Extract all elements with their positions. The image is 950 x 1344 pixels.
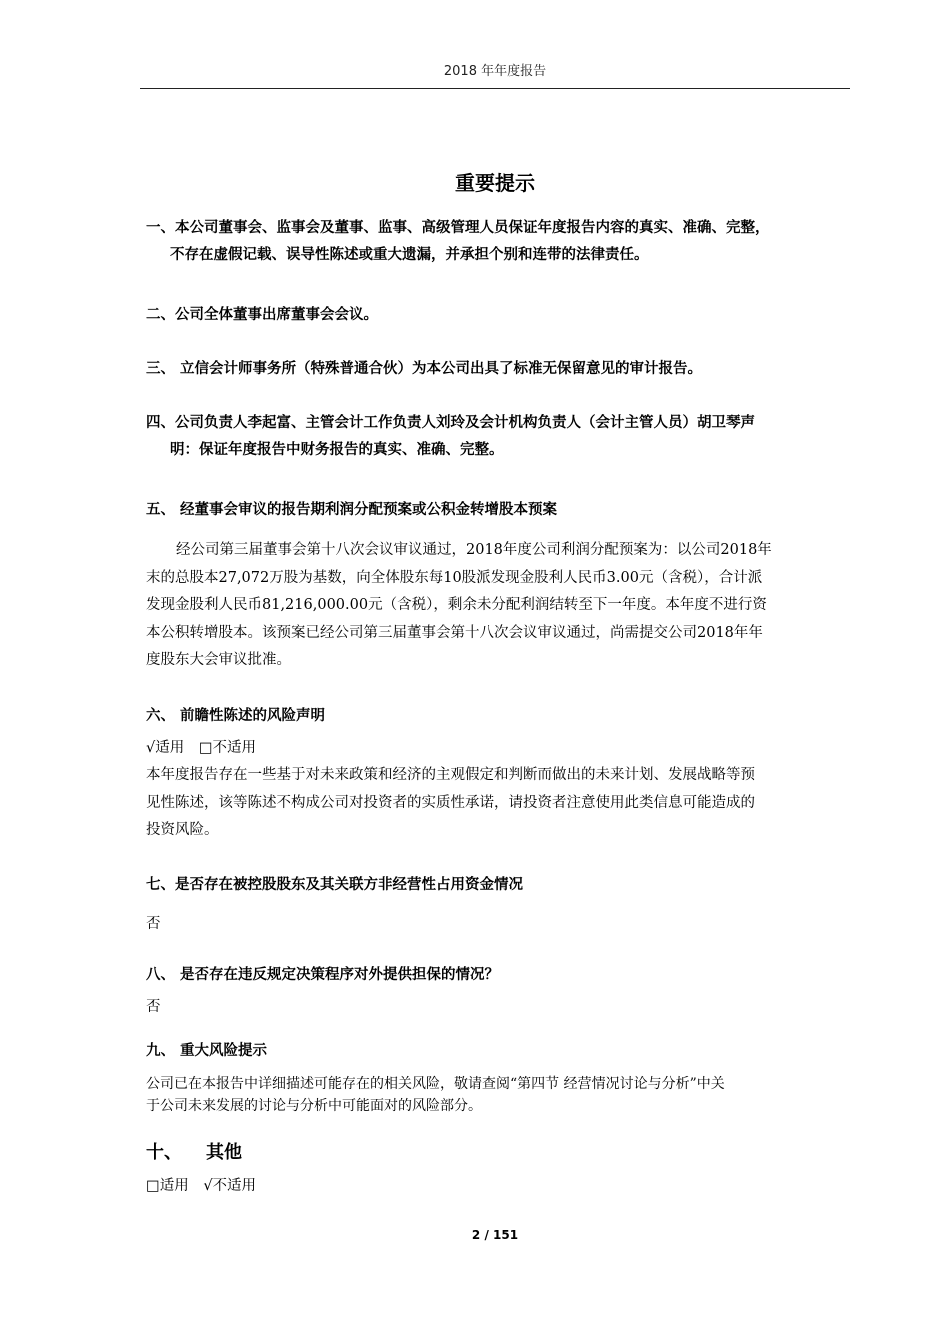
- applicable-unchecked-option: □适用: [146, 1178, 189, 1194]
- section-7-heading: 七、是否存在被控股股东及其关联方非经营性占用资金情况: [146, 877, 523, 893]
- section-10-title: 其他: [206, 1142, 242, 1163]
- section-6-body-line: 见性陈述，该等陈述不构成公司对投资者的实质性承诺，请投资者注意使用此类信息可能造成的: [146, 794, 755, 811]
- section-4-line-1: 四、公司负责人李起富、主管会计工作负责人刘玲及会计机构负责人（会计主管人员）胡卫琴声: [146, 415, 755, 431]
- section-3: 三、 立信会计师事务所（特殊普通合伙）为本公司出具了标准无保留意见的审计报告。: [146, 361, 703, 377]
- section-9-body-line: 公司已在本报告中详细描述可能存在的相关风险，敬请查阅“第四节 经营情况讨论与分析”中关: [146, 1076, 725, 1092]
- section-10-heading: [146, 1138, 242, 1164]
- section-4-line-2: 明：保证年度报告中财务报告的真实、准确、完整。: [170, 442, 504, 458]
- header-divider: [140, 88, 850, 89]
- section-10-options: [146, 1175, 266, 1197]
- not-applicable-checked-option: √不适用: [203, 1178, 257, 1194]
- section-1: [146, 215, 852, 269]
- section-6-heading: 六、 前瞻性陈述的风险声明: [146, 708, 326, 724]
- section-5-body-line: 本公积转增股本。该预案已经公司第三届董事会第十八次会议审议通过，尚需提交公司2018年年: [146, 624, 763, 641]
- section-5-body-line: 度股东大会审议批准。: [146, 652, 291, 668]
- section-5-body-line: 末的总股本27,072万股为基数，向全体股东每10股派发现金股利人民币3.00元（含税），合计派: [146, 569, 763, 586]
- section-6-body-line: 本年度报告存在一些基于对未来政策和经济的主观假定和判断而做出的未来计划、发展战略等预: [146, 767, 755, 783]
- section-5-heading: 五、 经董事会审议的报告期利润分配预案或公积金转增股本预案: [146, 502, 558, 518]
- section-6-body-line: 投资风险。: [146, 822, 219, 838]
- section-2: 二、公司全体董事出席董事会会议。: [146, 307, 378, 323]
- not-applicable-unchecked-option: □不适用: [198, 740, 257, 756]
- section-9-body: [146, 1073, 852, 1117]
- section-8-answer: 否: [146, 999, 161, 1015]
- section-7-answer: 否: [146, 916, 161, 932]
- section-4: [146, 410, 852, 464]
- section-9-body-line: 于公司未来发展的讨论与分析中可能面对的风险部分。: [146, 1098, 482, 1114]
- section-10-number: 十、: [146, 1142, 182, 1163]
- section-6-body: [146, 762, 852, 845]
- section-5-body: [146, 537, 852, 675]
- section-6-options: [146, 737, 266, 759]
- section-9-heading: 九、 重大风险提示: [146, 1043, 268, 1059]
- section-1-line-1: 一、本公司董事会、监事会及董事、监事、高级管理人员保证年度报告内容的真实、准确、完整，: [146, 220, 770, 236]
- page-number: 2 / 151: [471, 1228, 519, 1242]
- page-title: 重要提示: [455, 171, 535, 195]
- section-1-line-2: 不存在虚假记载、误导性陈述或重大遗漏，并承担个别和连带的法律责任。: [170, 247, 649, 263]
- section-5-body-line: 经公司第三届董事会第十八次会议审议通过，2018年度公司利润分配预案为：以公司2018年: [176, 542, 772, 558]
- section-5-body-line: 发现金股利人民币81,216,000.00元（含税），剩余未分配利润结转至下一年度。本年度不进行资: [146, 597, 767, 613]
- section-8-heading: 八、 是否存在违反规定决策程序对外提供担保的情况？: [146, 967, 500, 983]
- page-header: 2018 年年度报告: [443, 64, 547, 79]
- applicable-checked-option: √适用: [146, 740, 185, 756]
